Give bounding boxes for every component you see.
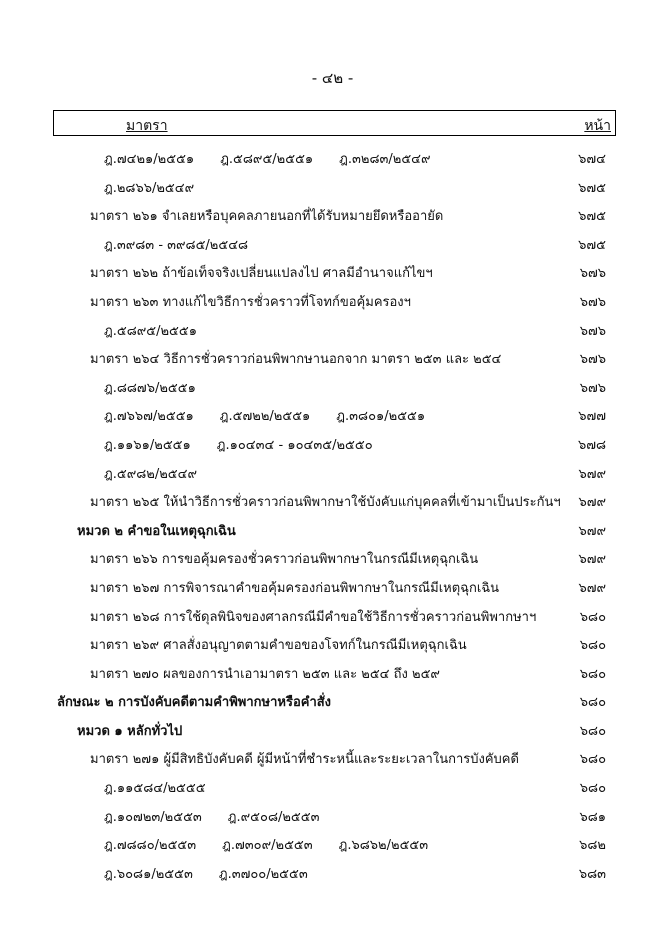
entry-text: หมวด ๒ คำขอในเหตุฉุกเฉิน bbox=[77, 523, 236, 539]
entry-text: ลักษณะ ๒ การบังคับคดีตามคำพิพากษาหรือคำสั่ง bbox=[57, 695, 332, 711]
section-row bbox=[0, 602, 665, 631]
entry-text: มาตรา ๒๗๐ ผลของการนำเอามาตรา ๒๕๓ และ ๒๕๔ ถึง ๒๕๙ bbox=[90, 666, 440, 682]
entry-text bbox=[104, 434, 399, 455]
page-ref: ๖๗๘ bbox=[577, 437, 606, 453]
page-ref: ๖๘๒ bbox=[579, 838, 606, 854]
case-reference: ฎ.๕๙๘๒/๒๕๔๙ bbox=[104, 466, 197, 482]
section-column-header: มาตรา bbox=[126, 118, 168, 134]
section-row bbox=[0, 258, 665, 287]
entry-text bbox=[104, 777, 232, 798]
page-ref: ๖๗๕ bbox=[578, 209, 606, 225]
page-ref: ๖๘๑ bbox=[579, 809, 606, 825]
case-reference: ฎ.๓๗๐๐/๒๕๕๓ bbox=[218, 866, 308, 882]
entry-text: มาตรา ๒๖๓ ทางแก้ไขวิธีการชั่วคราวที่โจทก์ขอคุ้มครองฯ bbox=[90, 294, 411, 310]
case-reference-row bbox=[0, 830, 665, 859]
entry-text: มาตรา ๒๖๔ วิธีการชั่วคราวก่อนพิพากษานอกจาก มาตรา ๒๕๓ และ ๒๕๔ bbox=[90, 352, 502, 368]
case-reference-row bbox=[0, 773, 665, 802]
page-ref: ๖๘๓ bbox=[578, 866, 606, 882]
case-reference: ฎ.๕๘๙๕/๒๕๕๑ bbox=[220, 152, 314, 167]
case-reference-row bbox=[0, 173, 665, 202]
case-reference: ฎ.๖๐๘๑/๒๕๕๓ bbox=[104, 866, 193, 882]
page-ref: ๖๗๗ bbox=[578, 409, 606, 425]
entry-text bbox=[104, 806, 346, 827]
case-reference-row bbox=[0, 230, 665, 259]
entry-text: มาตรา ๒๖๙ ศาลสั่งอนุญาตตามคำขอของโจทก์ในกรณีมีเหตุฉุกเฉิน bbox=[90, 638, 467, 654]
page-ref: ๖๗๙ bbox=[578, 523, 606, 539]
case-reference: ฎ.๑๐๗๒๓/๒๕๕๓ bbox=[104, 809, 202, 825]
page-ref: ๖๗๖ bbox=[579, 294, 606, 310]
index-header bbox=[53, 110, 616, 136]
case-reference-row bbox=[0, 802, 665, 831]
page-ref: ๖๗๕ bbox=[578, 180, 606, 196]
entry-text: มาตรา ๒๗๑ ผู้มีสิทธิบังคับคดี ผู้มีหน้าที่ชำระหนี้และระยะเวลาในการบังคับคดี bbox=[90, 752, 519, 768]
case-reference-row bbox=[0, 316, 665, 345]
page-ref: ๖๗๕ bbox=[578, 237, 606, 253]
entry-text: มาตรา ๒๖๘ การใช้ดุลพินิจของศาลกรณีมีคำขอใช้วิธีการชั่วคราวก่อนพิพากษาฯ bbox=[90, 609, 537, 625]
case-reference: ฎ.๑๑๖๑/๒๕๕๑ bbox=[104, 437, 191, 453]
case-reference-row bbox=[0, 373, 665, 402]
case-reference: ฎ.๑๑๕๘๔/๒๕๕๕ bbox=[104, 781, 206, 797]
page-number: - ๔๒ - bbox=[311, 69, 354, 87]
case-reference-row bbox=[0, 144, 665, 173]
page-ref: ๖๗๖ bbox=[579, 380, 606, 396]
section-row bbox=[0, 287, 665, 316]
case-reference: ฎ.๓๙๘๓ - ๓๙๘๕/๒๕๔๘ bbox=[104, 237, 249, 253]
case-reference: ฎ.๗๘๘๐/๒๕๕๓ bbox=[104, 838, 197, 854]
case-reference: ฎ.๑๐๔๓๔ - ๑๐๔๓๕/๒๕๕๐ bbox=[216, 437, 373, 453]
entry-text bbox=[104, 405, 451, 426]
case-reference: ฎ.๗๓๐๙/๒๕๕๓ bbox=[222, 838, 313, 854]
entry-text: หมวด ๑ หลักทั่วไป bbox=[77, 723, 183, 739]
entry-text bbox=[104, 177, 220, 198]
chapter-row bbox=[0, 516, 665, 545]
entry-text bbox=[104, 463, 223, 484]
page-ref: ๖๘๐ bbox=[579, 781, 606, 797]
page-column-header: หน้า bbox=[584, 118, 611, 134]
page-ref: ๖๗๙ bbox=[578, 495, 606, 511]
page-ref: ๖๘๐ bbox=[579, 723, 606, 739]
entry-text bbox=[104, 377, 222, 398]
case-reference: ฎ.๖๘๖๒/๒๕๕๓ bbox=[338, 838, 429, 854]
case-reference: ฎ.๙๕๐๘/๒๕๕๓ bbox=[227, 809, 320, 825]
case-reference: ฎ.๓๒๘๓/๒๕๔๙ bbox=[339, 152, 431, 167]
section-row bbox=[0, 344, 665, 373]
page-ref: ๖๗๖ bbox=[579, 352, 606, 368]
entry-text: มาตรา ๒๖๗ การพิจารณาคำขอคุ้มครองก่อนพิพากษาในกรณีมีเหตุฉุกเฉิน bbox=[90, 580, 500, 596]
case-reference: ฎ.๒๘๖๖/๒๕๔๙ bbox=[104, 180, 195, 196]
page-ref: ๖๘๐ bbox=[579, 666, 606, 682]
entry-text bbox=[104, 234, 274, 255]
index-entries bbox=[0, 144, 665, 887]
case-reference: ฎ.๓๘๐๑/๒๕๕๑ bbox=[336, 409, 426, 425]
section-row bbox=[0, 744, 665, 773]
page-ref: ๖๗๖ bbox=[579, 266, 606, 282]
section-row bbox=[0, 659, 665, 688]
entry-text: มาตรา ๒๖๑ จำเลยหรือบุคคลภายนอกที่ได้รับหมายยึดหรืออายัด bbox=[90, 209, 444, 225]
page-ref: ๖๗๙ bbox=[578, 552, 606, 568]
section-row bbox=[0, 201, 665, 230]
section-row bbox=[0, 544, 665, 573]
entry-text bbox=[104, 148, 457, 169]
page-ref: ๖๘๐ bbox=[579, 638, 606, 654]
entry-text: มาตรา ๒๖๒ ถ้าข้อเท็จจริงเปลี่ยนแปลงไป ศาลมีอำนาจแก้ไขฯ bbox=[90, 266, 433, 282]
page-ref: ๖๘๐ bbox=[579, 609, 606, 625]
case-reference-row bbox=[0, 401, 665, 430]
part-row bbox=[0, 687, 665, 716]
page-ref: ๖๗๙ bbox=[578, 466, 606, 482]
case-reference: ฎ.๘๘๗๖/๒๕๕๑ bbox=[104, 380, 196, 396]
section-row bbox=[0, 573, 665, 602]
case-reference-row bbox=[0, 430, 665, 459]
entry-text: มาตรา ๒๖๕ ให้นำวิธีการชั่วคราวก่อนพิพากษาใช้บังคับแก่บุคคลที่เข้ามาเป็นประกันฯ bbox=[90, 495, 561, 511]
entry-text: มาตรา ๒๖๖ การขอคุ้มครองชั่วคราวก่อนพิพากษาในกรณีมีเหตุฉุกเฉิน bbox=[90, 552, 479, 568]
case-reference: ฎ.๗๔๒๑/๒๕๕๑ bbox=[104, 152, 195, 167]
case-reference: ฎ.๕๗๒๒/๒๕๕๑ bbox=[219, 409, 311, 425]
entry-text bbox=[104, 834, 454, 855]
page-ref: ๖๗๙ bbox=[578, 580, 606, 596]
case-reference: ฎ.๕๘๙๕/๒๕๕๑ bbox=[104, 323, 197, 339]
page-ref: ๖๗๔ bbox=[578, 152, 606, 167]
page-ref: ๖๘๐ bbox=[579, 752, 606, 768]
entry-text bbox=[104, 320, 223, 341]
case-reference-row bbox=[0, 859, 665, 888]
page-ref: ๖๘๐ bbox=[579, 695, 606, 711]
section-row bbox=[0, 630, 665, 659]
chapter-row bbox=[0, 716, 665, 745]
section-row bbox=[0, 487, 665, 516]
entry-text bbox=[104, 863, 334, 884]
case-reference-row bbox=[0, 459, 665, 488]
case-reference: ฎ.๗๖๖๗/๒๕๕๑ bbox=[104, 409, 194, 425]
page-ref: ๖๗๖ bbox=[579, 323, 606, 339]
